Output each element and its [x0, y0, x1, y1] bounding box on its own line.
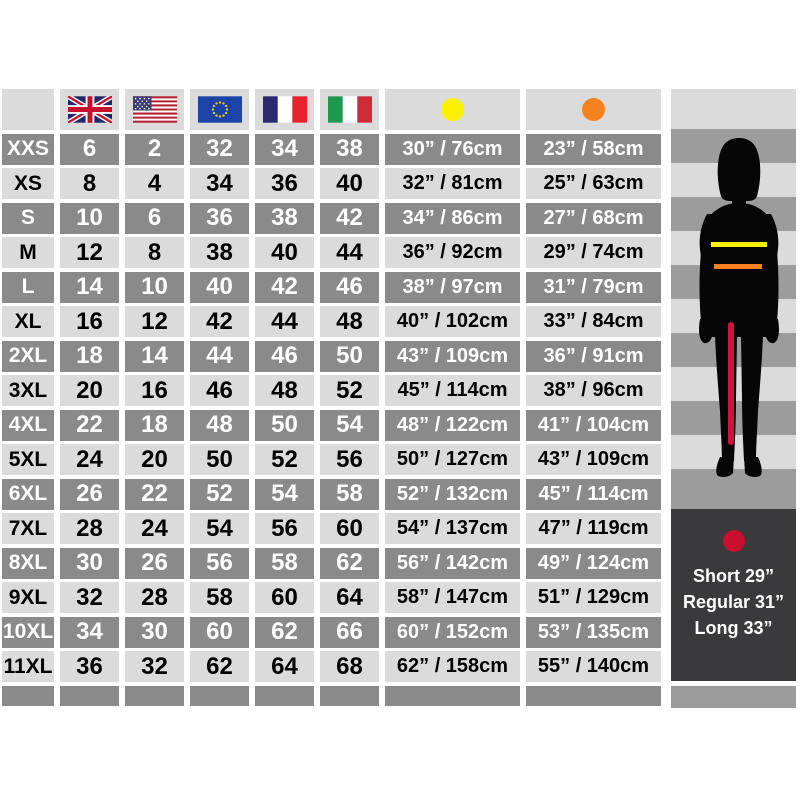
header-size-cell — [2, 89, 54, 130]
leg-length-regular: Regular 31” — [682, 592, 785, 612]
table-row — [2, 582, 661, 613]
inseam-line — [728, 322, 734, 445]
france-size-value: 54 — [255, 479, 314, 510]
bust-measurement: 48” / 122cm — [385, 410, 520, 441]
table-row — [2, 203, 661, 234]
italy-size-value: 68 — [320, 651, 379, 682]
uk-size-value: 8 — [60, 168, 119, 199]
italy-size-value: 66 — [320, 617, 379, 648]
bust-measurement: 52” / 132cm — [385, 479, 520, 510]
bust-measurement: 45” / 114cm — [385, 375, 520, 406]
figure-panel-footer — [671, 686, 796, 708]
us-size-value: 26 — [125, 548, 184, 579]
bust-measurement: 54” / 137cm — [385, 513, 520, 544]
size-label: 4XL — [2, 410, 54, 441]
table-row — [2, 651, 661, 682]
france-size-value: 48 — [255, 375, 314, 406]
waist-line — [714, 264, 762, 269]
us-size-value: 24 — [125, 513, 184, 544]
bust-measurement: 43” / 109cm — [385, 341, 520, 372]
italy-size-value: 50 — [320, 341, 379, 372]
france-size-value: 40 — [255, 237, 314, 268]
italy-size-value: 56 — [320, 444, 379, 475]
france-flag-icon — [263, 96, 307, 123]
france-size-value: 62 — [255, 617, 314, 648]
header-waist-cell — [526, 89, 661, 130]
waist-measurement: 41” / 104cm — [526, 410, 661, 441]
waist-measurement: 43” / 109cm — [526, 444, 661, 475]
us-size-value: 10 — [125, 272, 184, 303]
france-size-value: 34 — [255, 134, 314, 165]
us-size-value: 22 — [125, 479, 184, 510]
waist-measurement: 47” / 119cm — [526, 513, 661, 544]
us-size-value: 18 — [125, 410, 184, 441]
footer-cell — [125, 686, 184, 706]
france-size-value: 58 — [255, 548, 314, 579]
uk-flag-icon — [68, 96, 112, 123]
header-france-cell — [255, 89, 314, 130]
us-size-value: 30 — [125, 617, 184, 648]
bust-line — [711, 242, 767, 247]
uk-size-value: 22 — [60, 410, 119, 441]
footer-cell — [320, 686, 379, 706]
table-row — [2, 479, 661, 510]
table-footer-row — [2, 686, 661, 706]
eu-size-value: 58 — [190, 582, 249, 613]
table-row — [2, 341, 661, 372]
us-size-value: 4 — [125, 168, 184, 199]
table-row — [2, 444, 661, 475]
size-table — [2, 89, 661, 706]
waist-measurement: 27” / 68cm — [526, 203, 661, 234]
uk-size-value: 10 — [60, 203, 119, 234]
silhouette-feet — [716, 457, 761, 477]
header-uk-cell — [60, 89, 119, 130]
bust-measurement: 30” / 76cm — [385, 134, 520, 165]
eu-size-value: 50 — [190, 444, 249, 475]
eu-size-value: 40 — [190, 272, 249, 303]
footer-cell — [385, 686, 520, 706]
eu-size-value: 54 — [190, 513, 249, 544]
us-size-value: 6 — [125, 203, 184, 234]
table-row — [2, 272, 661, 303]
bust-measurement: 62” / 158cm — [385, 651, 520, 682]
size-label: S — [2, 203, 54, 234]
italy-size-value: 62 — [320, 548, 379, 579]
italy-size-value: 58 — [320, 479, 379, 510]
table-row — [2, 134, 661, 165]
italy-size-value: 54 — [320, 410, 379, 441]
uk-size-value: 6 — [60, 134, 119, 165]
eu-size-value: 38 — [190, 237, 249, 268]
footer-cell — [2, 686, 54, 706]
waist-measurement: 36” / 91cm — [526, 341, 661, 372]
france-size-value: 38 — [255, 203, 314, 234]
france-size-value: 42 — [255, 272, 314, 303]
table-row — [2, 617, 661, 648]
waist-measurement: 38” / 96cm — [526, 375, 661, 406]
france-size-value: 60 — [255, 582, 314, 613]
italy-size-value: 60 — [320, 513, 379, 544]
bust-dot-icon — [441, 98, 464, 121]
leg-length-dot-icon — [723, 530, 745, 552]
bust-measurement: 36” / 92cm — [385, 237, 520, 268]
leg-length-panel — [671, 509, 796, 681]
bust-measurement: 40” / 102cm — [385, 306, 520, 337]
italy-size-value: 46 — [320, 272, 379, 303]
table-row — [2, 548, 661, 579]
bust-measurement: 38” / 97cm — [385, 272, 520, 303]
eu-size-value: 62 — [190, 651, 249, 682]
eu-size-value: 32 — [190, 134, 249, 165]
footer-cell — [60, 686, 119, 706]
waist-measurement: 23” / 58cm — [526, 134, 661, 165]
body-silhouette — [671, 89, 796, 509]
size-label: 8XL — [2, 548, 54, 579]
italy-size-value: 38 — [320, 134, 379, 165]
france-size-value: 44 — [255, 306, 314, 337]
italy-flag-icon — [328, 96, 372, 123]
uk-size-value: 34 — [60, 617, 119, 648]
size-label: M — [2, 237, 54, 268]
france-size-value: 36 — [255, 168, 314, 199]
size-label: 10XL — [2, 617, 54, 648]
uk-size-value: 28 — [60, 513, 119, 544]
bust-measurement: 50” / 127cm — [385, 444, 520, 475]
eu-size-value: 56 — [190, 548, 249, 579]
france-size-value: 64 — [255, 651, 314, 682]
bust-measurement: 56” / 142cm — [385, 548, 520, 579]
italy-size-value: 48 — [320, 306, 379, 337]
eu-size-value: 34 — [190, 168, 249, 199]
table-row — [2, 306, 661, 337]
italy-size-value: 40 — [320, 168, 379, 199]
uk-size-value: 24 — [60, 444, 119, 475]
uk-size-value: 32 — [60, 582, 119, 613]
italy-size-value: 64 — [320, 582, 379, 613]
figure-panel — [671, 89, 796, 708]
waist-measurement: 25” / 63cm — [526, 168, 661, 199]
uk-size-value: 36 — [60, 651, 119, 682]
waist-measurement: 45” / 114cm — [526, 479, 661, 510]
uk-size-value: 26 — [60, 479, 119, 510]
table-row — [2, 410, 661, 441]
table-row — [2, 168, 661, 199]
uk-size-value: 12 — [60, 237, 119, 268]
size-label: XXS — [2, 134, 54, 165]
size-label: 2XL — [2, 341, 54, 372]
silhouette-legs — [715, 335, 763, 461]
us-size-value: 8 — [125, 237, 184, 268]
header-italy-cell — [320, 89, 379, 130]
footer-cell — [526, 686, 661, 706]
us-size-value: 32 — [125, 651, 184, 682]
waist-measurement: 31” / 79cm — [526, 272, 661, 303]
silhouette-skirt — [700, 312, 778, 337]
eu-size-value: 44 — [190, 341, 249, 372]
eu-size-value: 52 — [190, 479, 249, 510]
us-size-value: 16 — [125, 375, 184, 406]
us-size-value: 20 — [125, 444, 184, 475]
waist-measurement: 49” / 124cm — [526, 548, 661, 579]
france-size-value: 56 — [255, 513, 314, 544]
italy-size-value: 44 — [320, 237, 379, 268]
eu-size-value: 46 — [190, 375, 249, 406]
table-rows — [2, 134, 661, 683]
uk-size-value: 30 — [60, 548, 119, 579]
waist-measurement: 55” / 140cm — [526, 651, 661, 682]
size-label: XS — [2, 168, 54, 199]
bust-measurement: 60” / 152cm — [385, 617, 520, 648]
table-row — [2, 237, 661, 268]
footer-cell — [190, 686, 249, 706]
waist-measurement: 53” / 135cm — [526, 617, 661, 648]
leg-length-short: Short 29” — [692, 566, 775, 586]
table-row — [2, 375, 661, 406]
us-size-value: 28 — [125, 582, 184, 613]
bust-measurement: 32” / 81cm — [385, 168, 520, 199]
waist-measurement: 33” / 84cm — [526, 306, 661, 337]
us-size-value: 14 — [125, 341, 184, 372]
eu-flag-icon — [198, 96, 242, 123]
header-us-cell — [125, 89, 184, 130]
italy-size-value: 52 — [320, 375, 379, 406]
size-label: 6XL — [2, 479, 54, 510]
footer-cell — [255, 686, 314, 706]
table-header-row — [2, 89, 661, 130]
france-size-value: 50 — [255, 410, 314, 441]
silhouette-neck — [732, 185, 746, 205]
eu-size-value: 42 — [190, 306, 249, 337]
france-size-value: 46 — [255, 341, 314, 372]
table-row — [2, 513, 661, 544]
eu-size-value: 48 — [190, 410, 249, 441]
us-size-value: 12 — [125, 306, 184, 337]
size-label: 3XL — [2, 375, 54, 406]
header-eu-cell — [190, 89, 249, 130]
size-label: XL — [2, 306, 54, 337]
bust-measurement: 58” / 147cm — [385, 582, 520, 613]
size-label: 11XL — [2, 651, 54, 682]
size-label: 7XL — [2, 513, 54, 544]
size-label: 9XL — [2, 582, 54, 613]
eu-size-value: 60 — [190, 617, 249, 648]
eu-size-value: 36 — [190, 203, 249, 234]
uk-size-value: 20 — [60, 375, 119, 406]
us-size-value: 2 — [125, 134, 184, 165]
uk-size-value: 18 — [60, 341, 119, 372]
italy-size-value: 42 — [320, 203, 379, 234]
size-label: L — [2, 272, 54, 303]
us-flag-icon — [133, 96, 177, 123]
france-size-value: 52 — [255, 444, 314, 475]
bust-measurement: 34” / 86cm — [385, 203, 520, 234]
uk-size-value: 14 — [60, 272, 119, 303]
size-label: 5XL — [2, 444, 54, 475]
waist-dot-icon — [582, 98, 605, 121]
leg-length-long: Long 33” — [694, 618, 773, 638]
waist-measurement: 29” / 74cm — [526, 237, 661, 268]
header-bust-cell — [385, 89, 520, 130]
waist-measurement: 51” / 129cm — [526, 582, 661, 613]
uk-size-value: 16 — [60, 306, 119, 337]
